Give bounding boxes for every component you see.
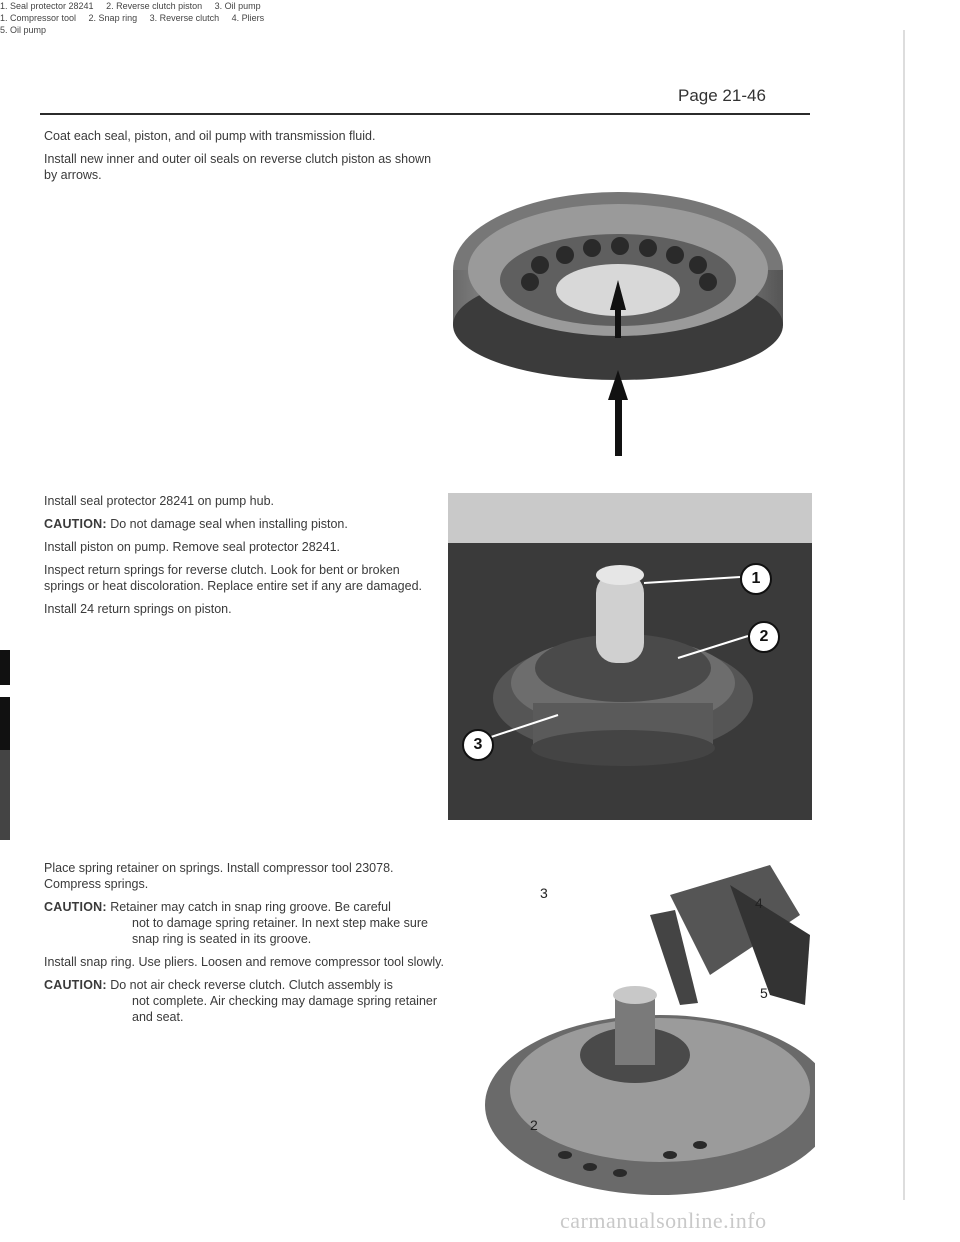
section1-para2: Install new inner and outer oil seals on reverse clutch piston as shown by arrows. (44, 152, 432, 182)
compressor-photo (470, 855, 815, 1200)
section2-para1: Install seal protector 28241 on pump hub. (44, 494, 275, 508)
caution-continuation: not complete. Air checking may damage spring retainer and seat. (132, 994, 438, 1024)
watermark: carmanualsonline.info (560, 1208, 767, 1233)
section2-para2: Install piston on pump. Remove seal protector 28241. (44, 540, 341, 554)
section3-caution2 (44, 977, 444, 1025)
section3-caution1 (44, 899, 444, 947)
piston-photo (440, 130, 790, 460)
section1-text (44, 128, 439, 190)
photo-label-5: 5 (760, 985, 768, 1001)
section3-text (44, 860, 444, 1032)
caution-text: Retainer may catch in snap ring groove. Be careful (110, 900, 391, 914)
caution-label: CAUTION: (44, 900, 107, 914)
caution-label: CAUTION: (44, 517, 107, 531)
section2-para4: Install 24 return springs on piston. (44, 602, 232, 616)
piston-illustration (440, 130, 790, 460)
seal-protector-photo (448, 493, 812, 820)
photo-label-2: 2 (530, 1117, 538, 1133)
section3-para1: Place spring retainer on springs. Install compressor tool 23078. Compress springs. (44, 861, 394, 891)
callout-1: 1 (740, 563, 772, 595)
photo-label-4: 4 (755, 895, 763, 911)
photo-label-3: 3 (540, 885, 548, 901)
caution-continuation: not to damage spring retainer. In next step make sure snap ring is seated in its groove. (132, 916, 429, 946)
seal-protector-illustration (448, 493, 812, 820)
section2-caution (44, 516, 439, 532)
margin-notch (0, 685, 14, 697)
section2-caption (0, 0, 400, 12)
section3-para2: Install snap ring. Use pliers. Loosen and remove compressor tool slowly. (44, 955, 444, 969)
caption-item: 3. Oil pump (214, 1, 261, 11)
caption-item: 1. Seal protector 28241 (0, 1, 94, 11)
section1-para1: Coat each seal, piston, and oil pump with transmission fluid. (44, 129, 376, 143)
page-number: Page 21-46 (678, 86, 766, 105)
section2-text (44, 493, 439, 624)
caption-item: 1. Compressor tool (0, 13, 77, 23)
margin-bar-bottom (0, 750, 10, 840)
caption-item: 5. Oil pump (0, 25, 47, 35)
caption-item: 4. Pliers (231, 13, 265, 23)
callout-2: 2 (748, 621, 780, 653)
caution-label: CAUTION: (44, 978, 107, 992)
caution-text: Do not air check reverse clutch. Clutch assembly is (110, 978, 393, 992)
caution-text: Do not damage seal when installing piston. (110, 517, 348, 531)
caption-item: 2. Reverse clutch piston (106, 1, 203, 11)
caption-item: 2. Snap ring (88, 13, 138, 23)
binding-rule (903, 30, 905, 1200)
compressor-illustration (470, 855, 815, 1200)
header-rule (40, 113, 810, 115)
section2-para3: Inspect return springs for reverse clutch. Look for bent or broken springs or heat discoloration. Replace entire set if any are damaged. (44, 563, 422, 593)
callout-3: 3 (462, 729, 494, 761)
section3-caption (0, 12, 380, 36)
caption-item: 3. Reverse clutch (149, 13, 220, 23)
